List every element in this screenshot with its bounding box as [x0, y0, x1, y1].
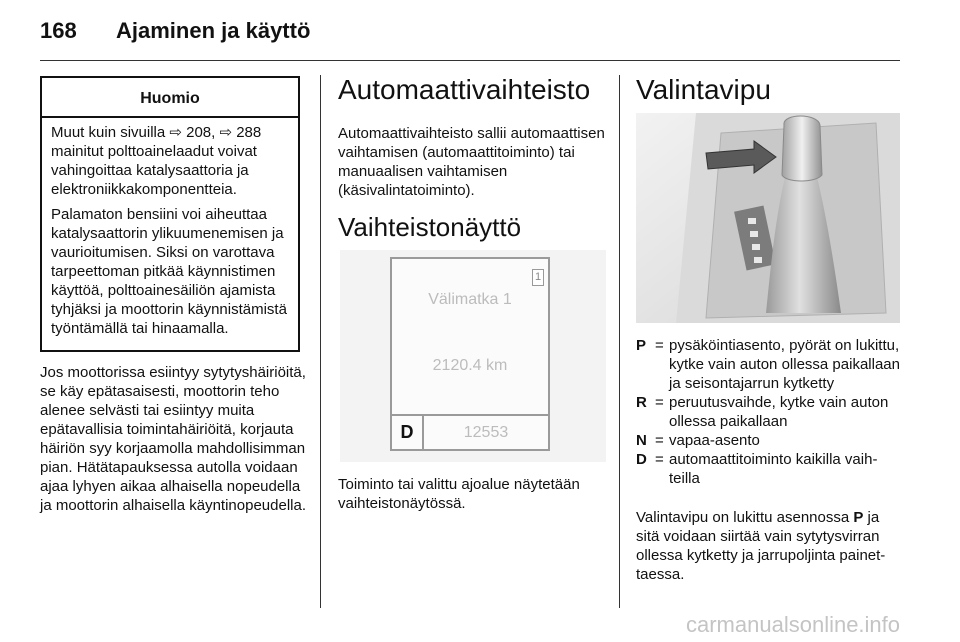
selector-paragraph-end: ja sitä voidaan siirtää vain sytytysvirran ollessa kytketty ja jarrupoljinta painettaessa.	[636, 509, 886, 583]
chapter-title: Ajaminen ja käyttö	[116, 18, 311, 43]
trip-value: 2120.4 km	[432, 357, 508, 374]
note-box	[40, 76, 300, 352]
note-body	[51, 123, 292, 344]
gear-description: automaattitoiminto kaikilla vaihteilla	[669, 451, 878, 487]
note-paragraph: Muut kuin sivuilla ⇨ 208, ⇨ 288 mainitut polttoainelaadut voivat vahingoittaa katalysaattoria ja elektroniikkakomponentteia.	[51, 124, 262, 198]
note-title: Huomio	[42, 78, 298, 118]
display-caption: Toiminto tai valittu ajoalue näytetään vaihteistonäytössä.	[338, 476, 580, 512]
gear-description: peruutusvaihde, kytke vain auton ollessa paikallaan	[669, 394, 889, 430]
gear-row-park	[636, 336, 902, 393]
automatic-paragraph: Automaattivaihteisto sallii automaattisen vaihtamisen (automaattitoiminto) tai manuaalisen vaihtamisen (käsivalintatoiminto).	[338, 125, 605, 199]
note-paragraph: Palamaton bensiini voi aiheuttaa katalysaattorin ylikuumenemisen ja vaurioitumisen. Siksi on varottava tarpeettoman pitkää käynnistimen käyttöä, polttoainesäiliön ajamista tyhjäksi ja moottorin käynnistämistä työntämällä tai hinaamalla.	[51, 206, 287, 337]
gear-equals: =	[655, 432, 664, 449]
gear-key: D	[636, 451, 647, 468]
trip-label: Välimatka 1	[428, 291, 512, 308]
gear-row-neutral	[636, 431, 902, 450]
display-frame	[390, 257, 550, 451]
gear-key: R	[636, 394, 647, 411]
selector-paragraph	[636, 508, 902, 584]
gear-indicator: D	[392, 416, 424, 449]
misfire-paragraph: Jos moottorissa esiintyy sytytyshäiriöitä, se käy epätasaisesti, moottorin teho alenee selvästi tai esiintyy muita epätavallisia toimintahäiriöitä, korjauta häiriön syy korjaamolla mahdollisimman pian. Hätätapauksessa autolla voidaan ajaa lyhyen aikaa alhaisella nopeudella ja moottorin alhaisella käyntinopeudella.	[40, 364, 307, 514]
selector-paragraph-start: Valintavipu on lukittu asennossa	[636, 509, 854, 526]
gear-equals: =	[655, 394, 664, 411]
gear-description: pysäköintiasento, pyörät on lukittu, kytke vain auton ollessa paikallaan ja seisontajarrun kytketty	[669, 337, 900, 392]
header-rule	[40, 60, 900, 61]
column-divider	[619, 75, 620, 608]
section-heading-selector: Valintavipu	[636, 74, 771, 105]
transmission-display-figure	[340, 250, 606, 462]
selector-lever-illustration	[636, 113, 900, 323]
odometer-value: 12553	[463, 424, 509, 441]
selector-paragraph-key: P	[853, 509, 864, 526]
gear-row-drive	[636, 450, 902, 488]
section-heading-display: Vaihteistonäyttö	[338, 212, 522, 242]
trip-badge: 1	[532, 269, 544, 286]
gear-row-reverse	[636, 393, 902, 431]
gear-equals: =	[655, 337, 664, 354]
selector-lever-photo	[636, 113, 900, 323]
gear-key: P	[636, 337, 647, 354]
page-number: 168	[40, 18, 77, 43]
gear-equals: =	[655, 451, 664, 468]
footer-watermark: carmanualsonline.info	[686, 612, 901, 637]
gear-description: vapaa-asento	[669, 432, 760, 449]
section-heading-automatic: Automaattivaihteisto	[338, 74, 591, 105]
gear-key: N	[636, 432, 647, 449]
column-divider	[320, 75, 321, 608]
gear-position-list	[636, 336, 902, 488]
